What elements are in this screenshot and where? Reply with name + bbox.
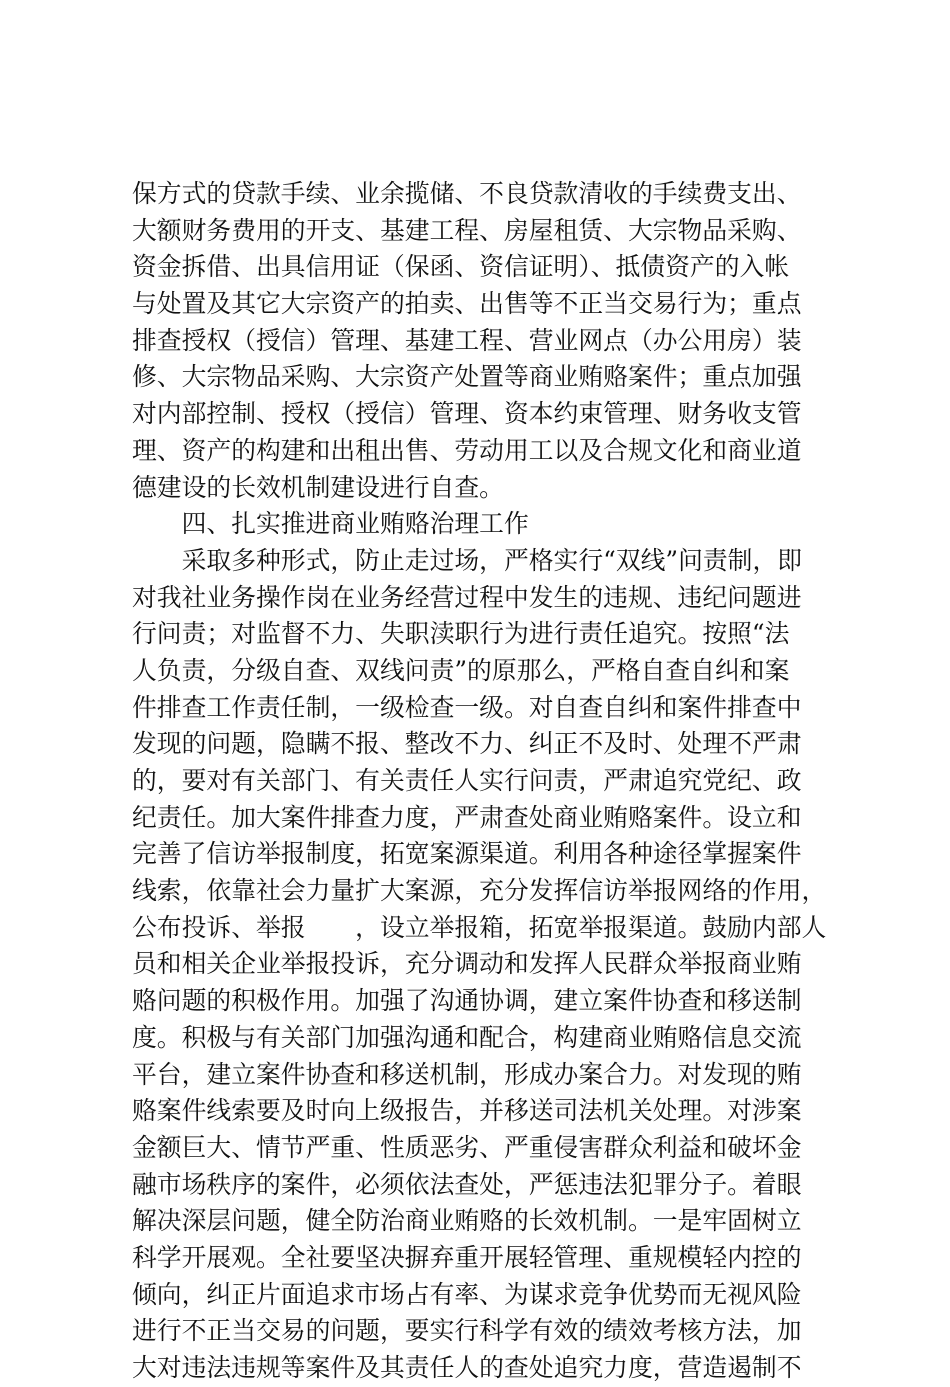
text-line: 倾向，纠正片面追求市场占有率、为谋求竞争优势而无视风险: [132, 1279, 802, 1309]
text-line: 赂问题的积极作用。加强了沟通协调，建立案件协查和移送制: [132, 986, 802, 1016]
text-line: 科学开展观。全社要坚决摒弃重开展轻管理、重规模轻内控的: [132, 1242, 802, 1272]
section-heading: 四、扎实推进商业贿赂治理工作: [132, 509, 529, 539]
text-line: 大对违法违规等案件及其责任人的查处追究力度，营造遏制不: [132, 1353, 802, 1382]
text-line: 人负责，分级自查、双线问责”的原那么，严格自查自纠和案: [132, 655, 790, 685]
text-line: 资金拆借、出具信用证（保函、资信证明）、抵债资产的入帐: [132, 252, 790, 282]
text-line: 平台，建立案件协查和移送机制，形成办案合力。对发现的贿: [132, 1059, 802, 1089]
text-line: 线索，依靠社会力量扩大案源，充分发挥信访举报网络的作用，: [132, 876, 827, 906]
text-line: 发现的问题，隐瞒不报、整改不力、纠正不及时、处理不严肃: [132, 729, 802, 759]
text-line: 完善了信访举报制度，拓宽案源渠道。利用各种途径掌握案件: [132, 839, 802, 869]
text-line: 大额财务费用的开支、基建工程、房屋租赁、大宗物品采购、: [132, 215, 802, 245]
text-line: 德建设的长效机制建设进行自查。: [132, 472, 504, 502]
text-line: 公布投诉、举报 ，设立举报箱，拓宽举报渠道。鼓励内部人: [132, 912, 827, 942]
text-line: 的，要对有关部门、有关责任人实行问责，严肃追究党纪、政: [132, 766, 802, 795]
text-line: 采取多种形式，防止走过场，严格实行“双线”问责制，即: [132, 545, 803, 575]
text-line: 修、大宗物品采购、大宗资产处置等商业贿赂案件；重点加强: [132, 362, 802, 392]
text-line: 融市场秩序的案件，必须依法查处，严惩违法犯罪分子。着眼: [132, 1169, 802, 1199]
text-line: 纪责任。加大案件排查力度，严肃查处商业贿赂案件。设立和: [132, 802, 802, 832]
text-line: 赂案件线索要及时向上级报告，并移送司法机关处理。对涉案: [132, 1096, 802, 1126]
body-text: [132, 176, 832, 1387]
text-line: 行问责；对监督不力、失职渎职行为进行责任追究。按照“法: [132, 619, 790, 649]
text-line: 理、资产的构建和出租出售、劳动用工以及合规文化和商业道: [132, 435, 802, 465]
text-line: 进行不正当交易的问题，要实行科学有效的绩效考核方法，加: [132, 1316, 802, 1346]
text-line: 解决深层问题，健全防治商业贿赂的长效机制。一是牢固树立: [132, 1206, 802, 1236]
text-line: 与处置及其它大宗资产的拍卖、出售等不正当交易行为；重点: [132, 289, 802, 319]
text-line: 对我社业务操作岗在业务经营过程中发生的违规、违纪问题进: [132, 582, 802, 612]
text-line: 员和相关企业举报投诉，充分调动和发挥人民群众举报商业贿: [132, 949, 802, 979]
text-line: 对内部控制、授权（授信）管理、资本约束管理、财务收支管: [132, 399, 802, 429]
text-line: 件排查工作责任制，一级检查一级。对自查自纠和案件排查中: [132, 692, 802, 722]
text-line: 金额巨大、情节严重、性质恶劣、严重侵害群众利益和破坏金: [132, 1132, 802, 1162]
text-line: 保方式的贷款手续、业余揽储、不良贷款清收的手续费支出、: [132, 179, 802, 208]
text-line: 排查授权（授信）管理、基建工程、营业网点（办公用房）装: [132, 325, 802, 355]
text-line: 度。积极与有关部门加强沟通和配合，构建商业贿赂信息交流: [132, 1022, 802, 1052]
